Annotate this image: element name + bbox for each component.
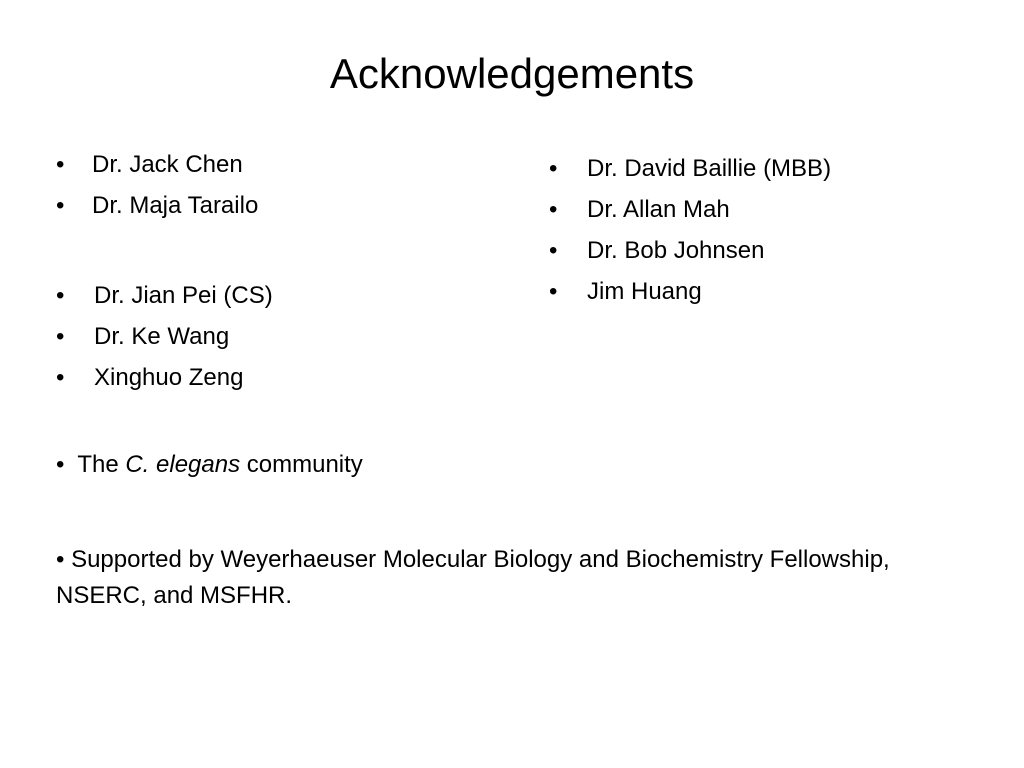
list-item-label: Dr. Jack Chen (92, 151, 243, 178)
bullet-icon: • (549, 196, 558, 223)
species-name: C. elegans (125, 451, 241, 478)
bullet-icon: • (56, 323, 65, 350)
bullet-icon: • (56, 151, 65, 178)
list-item-label: Dr. Maja Tarailo (92, 192, 259, 219)
community-suffix: community (246, 451, 363, 478)
community-line (56, 444, 363, 485)
bullet-icon: • (549, 155, 558, 182)
bullet-icon: • (56, 364, 65, 391)
list-item-label: Dr. Bob Johnsen (587, 237, 765, 264)
list-item-label: Jim Huang (587, 278, 702, 305)
list-item-label: Dr. Ke Wang (94, 323, 230, 350)
list-item-label: Xinghuo Zeng (94, 364, 244, 391)
bullet-icon: • (56, 546, 65, 573)
funding-text: Supported by Weyerhaeuser Molecular Biology and Biochemistry Fellowship, NSERC, and MSFHR. (56, 546, 890, 609)
funding-statement (56, 542, 956, 614)
bullet-icon: • (549, 237, 558, 264)
bullet-icon: • (56, 192, 65, 219)
list-item-label: Dr. Allan Mah (587, 196, 730, 223)
community-prefix: The (77, 451, 119, 478)
bullet-icon: • (56, 282, 65, 309)
list-item-label: Dr. David Baillie (MBB) (587, 155, 832, 182)
list-item-label: Dr. Jian Pei (CS) (94, 282, 273, 309)
bullet-icon: • (56, 451, 65, 478)
slide-title: Acknowledgements (329, 50, 695, 97)
bullet-icon: • (549, 278, 558, 305)
